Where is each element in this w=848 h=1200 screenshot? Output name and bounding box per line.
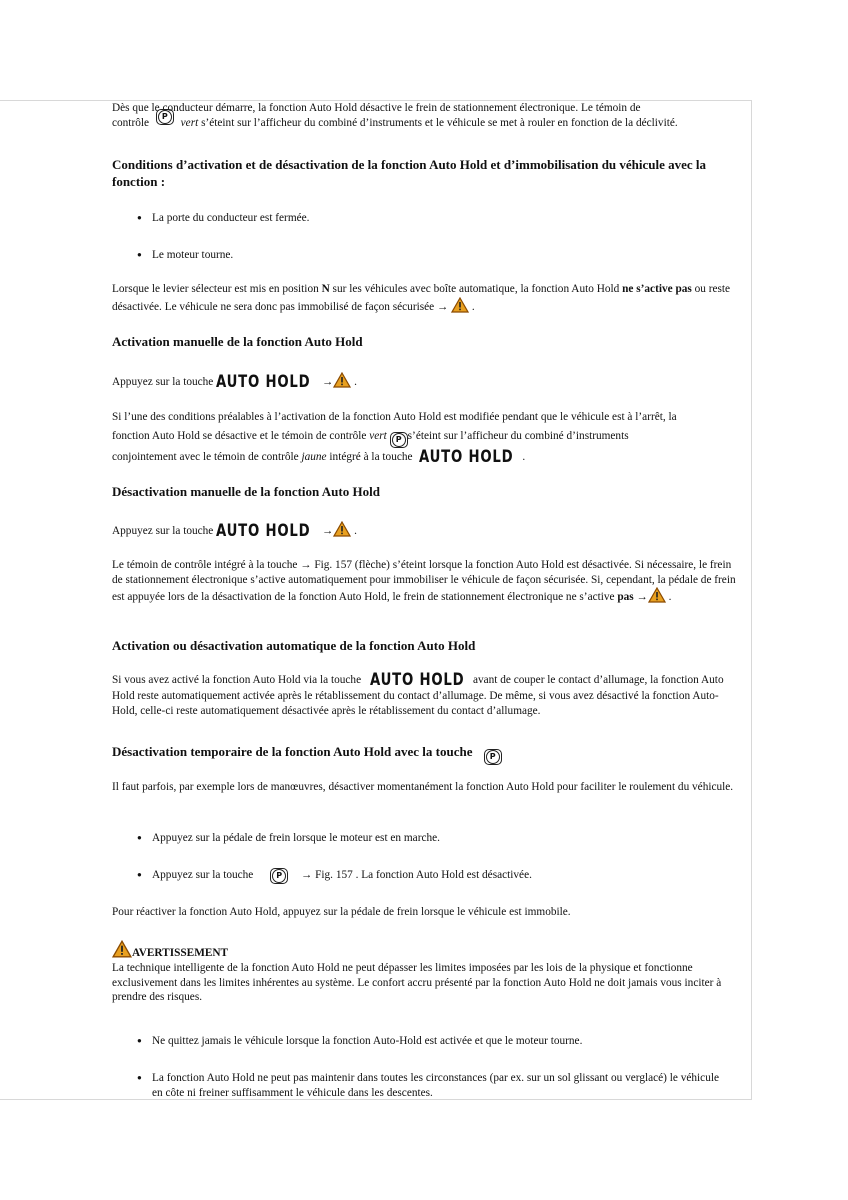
text: fonction Auto Hold se désactive et le témoin de contrôle xyxy=(112,430,370,442)
text-bold: pas xyxy=(617,591,634,603)
list-item-text: ● La fonction Auto Hold ne peut pas maintenir dans toutes les circonstances (par ex. sur un sol glissant ou verglacé) le véhicule en côte ni freiner suffisamment le véhicule dans les descentes. xyxy=(152,1072,719,1099)
automatic-paragraph xyxy=(112,672,740,718)
warning-icon xyxy=(333,521,351,537)
p-label: P xyxy=(272,869,286,883)
list-item xyxy=(137,831,737,846)
p-label: P xyxy=(158,110,172,124)
list-item xyxy=(137,211,737,226)
text: . xyxy=(469,300,475,313)
parking-brake-icon xyxy=(156,109,174,125)
text: Appuyez sur la touche xyxy=(112,376,214,388)
warning-icon xyxy=(333,372,351,388)
intro-text: Dès que le conducteur démarre, la fonction Auto Hold désactive le frein de stationnement électronique. Le témoin de xyxy=(112,102,641,114)
list-item-text xyxy=(137,868,737,887)
warning-text: La technique intelligente de la fonction Auto Hold ne peut dépasser les limites imposées par les lois de la physique et fonctionne exclusivement dans les limites inhérentes au système. Le confort accru présenté par la fonction Auto Hold ne doit jamais vous inciter à prendre des risques. xyxy=(112,962,722,1003)
intro-paragraph xyxy=(112,101,740,135)
text: Appuyez sur la touche xyxy=(152,869,254,881)
warning-title: AVERTISSEMENT xyxy=(132,947,229,959)
automatic-heading: Activation ou désactivation automatique de la fonction Auto Hold xyxy=(112,638,476,653)
manual-deactivation-heading: Désactivation manuelle de la fonction Auto Hold xyxy=(112,484,380,499)
list-item xyxy=(137,1034,737,1049)
text: Si l’une des conditions préalables à l’activation de la fonction Auto Hold est modifiée pendant que le véhicule est à l’arrêt, la xyxy=(112,411,677,423)
text: Si vous avez activé la fonction Auto Hold via la touche xyxy=(112,674,364,686)
auto-hold-button-icon: AUTO HOLD xyxy=(216,521,311,541)
arrow-icon: → xyxy=(322,525,334,537)
text: . xyxy=(665,591,672,603)
warning-block xyxy=(112,940,740,1005)
text-italic: jaune xyxy=(301,450,327,463)
text: Lorsque le levier sélecteur est mis en position xyxy=(112,283,322,295)
parking-brake-icon xyxy=(270,868,288,884)
text: . xyxy=(351,376,357,388)
conditions-paragraph xyxy=(112,282,740,314)
manual-deactivation-paragraph xyxy=(112,558,740,605)
auto-hold-button-icon: AUTO HOLD xyxy=(216,372,311,392)
list-item xyxy=(137,1071,737,1100)
list-item-text: ● Ne quittez jamais le véhicule lorsque la fonction Auto-Hold est activée et que le moteur tourne. xyxy=(152,1035,583,1047)
reactivate-paragraph: Pour réactiver la fonction Auto Hold, appuyez sur la pédale de frein lorsque le véhicule est immobile. xyxy=(112,906,571,918)
text: Auto Hold reste automatiquement activée après le rétablissement du contact d’allumage. De même, si vous avez désactivé la fonction Auto-Hold, celle-ci reste automatiquement désactivée après le rétablissement du contact d’allumage. xyxy=(112,674,724,717)
text: sur les véhicules avec boîte automatique, la fonction Auto Hold xyxy=(329,283,623,295)
arrow-icon: → xyxy=(436,300,449,313)
temporary-paragraph: Il faut parfois, par exemple lors de manœuvres, désactiver momentanément la fonction Auto Hold pour faciliter le roulement du véhicule. xyxy=(112,781,734,793)
intro-text: contrôle xyxy=(112,116,150,129)
text: avant de couper le contact d’allumage, la fonction xyxy=(472,674,699,686)
text: → Fig. 157 . La fonction Auto Hold est désactivée. xyxy=(300,869,532,881)
p-label: P xyxy=(392,433,406,447)
text: . xyxy=(522,450,526,463)
intro-text: s’éteint sur l’afficheur du combiné d’instruments et le véhicule se met à rouler en fonction de la déclivité. xyxy=(201,116,678,129)
text-bold: N xyxy=(321,283,330,295)
conditions-heading: Conditions d’activation et de désactivation de la fonction Auto Hold et d’immobilisation du véhicule avec la fonction : xyxy=(112,157,707,189)
intro-text-italic: vert xyxy=(180,116,199,129)
text: s’éteint sur l’afficheur du combiné d’instruments xyxy=(407,430,629,442)
p-label: P xyxy=(486,750,500,764)
warning-icon xyxy=(112,940,132,958)
text: intégré à la touche xyxy=(326,450,413,463)
auto-hold-button-icon: AUTO HOLD xyxy=(369,670,465,690)
list-item-text: ● La porte du conducteur est fermée. xyxy=(152,212,310,224)
heading-text: Désactivation temporaire de la fonction Auto Hold avec la touche xyxy=(112,744,473,759)
temporary-heading xyxy=(112,743,740,765)
arrow-icon: → xyxy=(322,376,334,388)
text: Appuyez sur la touche xyxy=(112,525,214,537)
parking-brake-icon xyxy=(390,432,408,448)
manual-activation-paragraph xyxy=(112,408,740,467)
manual-activation-heading: Activation manuelle de la fonction Auto Hold xyxy=(112,334,363,349)
warning-icon xyxy=(648,587,666,603)
list-item-text: ● Appuyez sur la pédale de frein lorsque le moteur est en marche. xyxy=(152,832,440,844)
text: . xyxy=(351,525,357,537)
auto-hold-button-icon: AUTO HOLD xyxy=(419,446,514,467)
text: ou reste désactivée. Le véhicule ne sera donc pas immobilisé de façon sécurisée xyxy=(112,283,731,313)
list-item-text: ● Le moteur tourne. xyxy=(152,249,234,261)
text: Le témoin de contrôle intégré à la touche → Fig. 157 (flèche) s’éteint lorsque la fonction Auto Hold est désactivée. Si nécessaire, le frein de stationnement électronique s’active automatiquement pour immobiliser le véhicule de façon sécurisée. Si, cependant, la pédale de frein est appuyée lors de la désactivation de la fonction Auto Hold, le frein de stationnement électronique ne s’active xyxy=(112,559,736,603)
page-frame-right xyxy=(751,100,752,1100)
list-item xyxy=(137,248,737,263)
list-item xyxy=(137,868,737,887)
text-bold: ne s’active pas xyxy=(622,283,692,295)
manual-deactivation-press xyxy=(112,521,740,540)
text-italic: vert xyxy=(369,430,387,442)
arrow-icon: → xyxy=(636,591,648,603)
text: conjointement avec le témoin de contrôle xyxy=(112,450,302,463)
manual-activation-press xyxy=(112,372,740,391)
parking-brake-icon xyxy=(484,749,502,765)
warning-icon xyxy=(451,297,469,313)
